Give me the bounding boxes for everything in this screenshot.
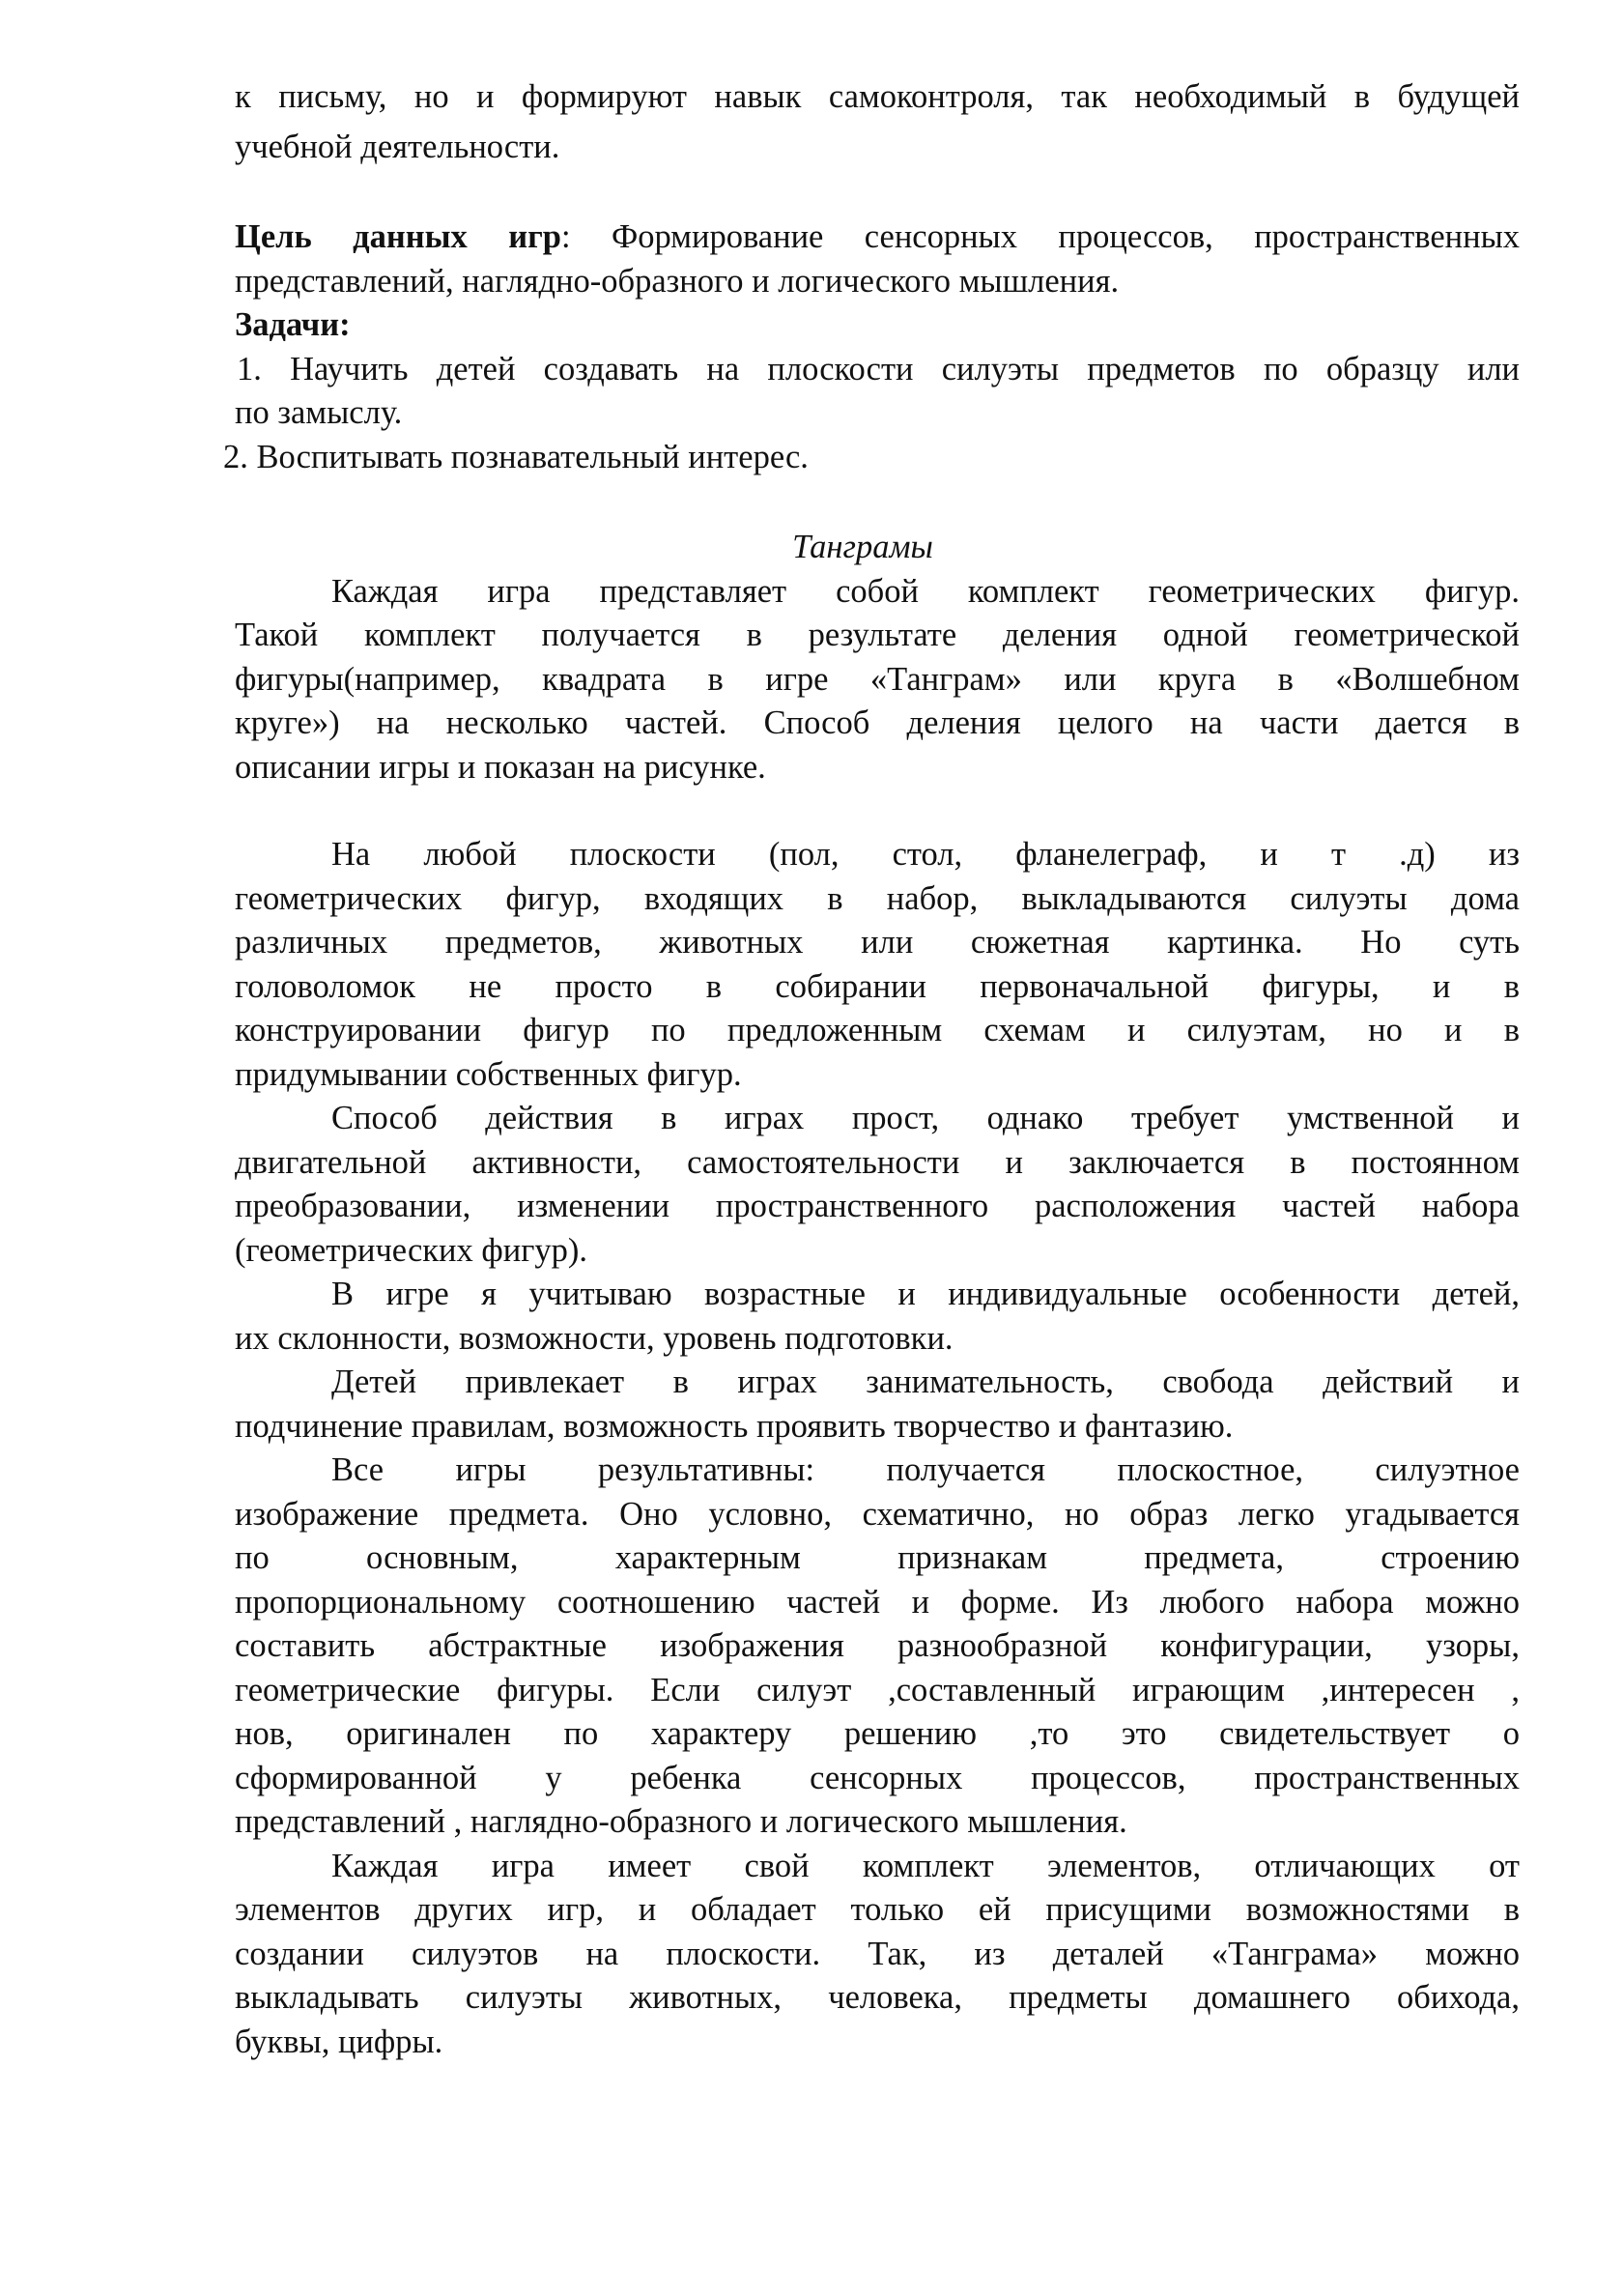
- paragraph-3: [235, 1097, 1520, 1273]
- text-line: по основным, характерным признакам предмета, строению: [235, 1539, 1520, 1576]
- text-line: буквы, цифры.: [235, 2023, 443, 2060]
- text-line: 2. Воспитывать познавательный интерес.: [223, 438, 809, 475]
- goal-paragraph: [235, 215, 1520, 303]
- paragraph-7: [235, 1845, 1520, 2065]
- paragraph-6: [235, 1449, 1520, 1845]
- text-line: элементов других игр, и обладает только ей присущими возможностями в: [235, 1891, 1520, 1928]
- text-line: по замыслу.: [235, 394, 403, 431]
- document-page: [223, 75, 1520, 2064]
- paragraph-1: [235, 570, 1520, 790]
- text-line: конструировании фигур по предложенным схемам и силуэтам, но и в: [235, 1012, 1520, 1048]
- text-line: придумывании собственных фигур.: [235, 1055, 742, 1093]
- text-line: преобразовании, изменении пространственного расположения частей набора: [235, 1188, 1520, 1224]
- section-title: Танграмы: [792, 529, 933, 565]
- tasks-heading: [235, 303, 1520, 348]
- text-line: фигуры(например, квадрата в игре «Танграм» или круга в «Волшебном: [235, 660, 1520, 698]
- text-line: Детей привлекает в играх занимательность, свобода действий и: [331, 1363, 1520, 1400]
- text-line: их склонности, возможности, уровень подготовки.: [235, 1319, 954, 1357]
- text-line: Каждая игра имеет свой комплект элементов, отличающих от: [331, 1847, 1520, 1884]
- text-line: различных предметов, животных или сюжетная картинка. Но суть: [235, 924, 1520, 961]
- text-line: к письму, но и формируют навык самоконтроля, так необходимый в будущей: [235, 78, 1520, 115]
- text-line: создании силуэтов на плоскости. Так, из деталей «Танграма» можно: [235, 1935, 1520, 1972]
- goal-text: : Формирование сенсорных процессов, пространственных: [560, 218, 1520, 255]
- text-line: изображение предмета. Оно условно, схематично, но образ легко угадывается: [235, 1495, 1520, 1533]
- text-line: геометрические фигуры. Если силуэт ,составленный играющим ,интересен ,: [235, 1671, 1520, 1708]
- text-line: Способ действия в играх прост, однако требует умственной и: [331, 1100, 1520, 1136]
- text-line: составить абстрактные изображения разнообразной конфигурации, узоры,: [235, 1627, 1520, 1664]
- text-line: головоломок не просто в собирании первоначальной фигуры, и в: [235, 967, 1520, 1005]
- text-line: геометрических фигур, входящих в набор, выкладываются силуэты дома: [235, 879, 1520, 917]
- text-line: круге») на несколько частей. Способ деления целого на части дается в: [235, 704, 1520, 741]
- text-line: выкладывать силуэты животных, человека, предметы домашнего обихода,: [235, 1979, 1520, 2016]
- text-line: учебной деятельности.: [235, 128, 560, 165]
- text-line: Такой комплект получается в результате деления одной геометрической: [235, 617, 1520, 653]
- task-item-2: [223, 436, 1520, 480]
- text-line: (геометрических фигур).: [235, 1231, 587, 1269]
- text-line: Каждая игра представляет собой комплект геометрических фигур.: [331, 572, 1520, 610]
- text-line: двигательной активности, самостоятельности и заключается в постоянном: [235, 1143, 1520, 1181]
- paragraph-4: [235, 1273, 1520, 1361]
- text-line: нов, оригинален по характеру решению ,то это свидетельствует о: [235, 1715, 1520, 1752]
- text-line: [235, 215, 1520, 260]
- text-line: В игре я учитываю возрастные и индивидуальные особенности детей,: [331, 1276, 1520, 1312]
- intro-paragraph: [235, 75, 1520, 169]
- text-line: представлений , наглядно-образного и логического мышления.: [235, 1803, 1127, 1840]
- text-line: Все игры результативны: получается плоскостное, силуэтное: [331, 1451, 1520, 1488]
- goal-label: Цель данных игр: [235, 218, 561, 255]
- text-line: На любой плоскости (пол, стол, фланелеграф, и т .д) из: [331, 836, 1520, 873]
- text-line: пропорциональному соотношению частей и форме. Из любого набора можно: [235, 1583, 1520, 1621]
- text-line: подчинение правилам, возможность проявить творчество и фантазию.: [235, 1407, 1234, 1445]
- paragraph-5: [235, 1361, 1520, 1449]
- paragraph-2: [235, 833, 1520, 1097]
- tasks-label: Задачи:: [235, 306, 351, 343]
- task-item-1: [237, 348, 1520, 436]
- text-line: сформированной у ребенка сенсорных процессов, пространственных: [235, 1759, 1520, 1796]
- text-line: представлений, наглядно-образного и логического мышления.: [235, 262, 1120, 300]
- text-line: 1. Научить детей создавать на плоскости силуэты предметов по образцу или: [237, 350, 1520, 387]
- text-line: описании игры и показан на рисунке.: [235, 748, 766, 786]
